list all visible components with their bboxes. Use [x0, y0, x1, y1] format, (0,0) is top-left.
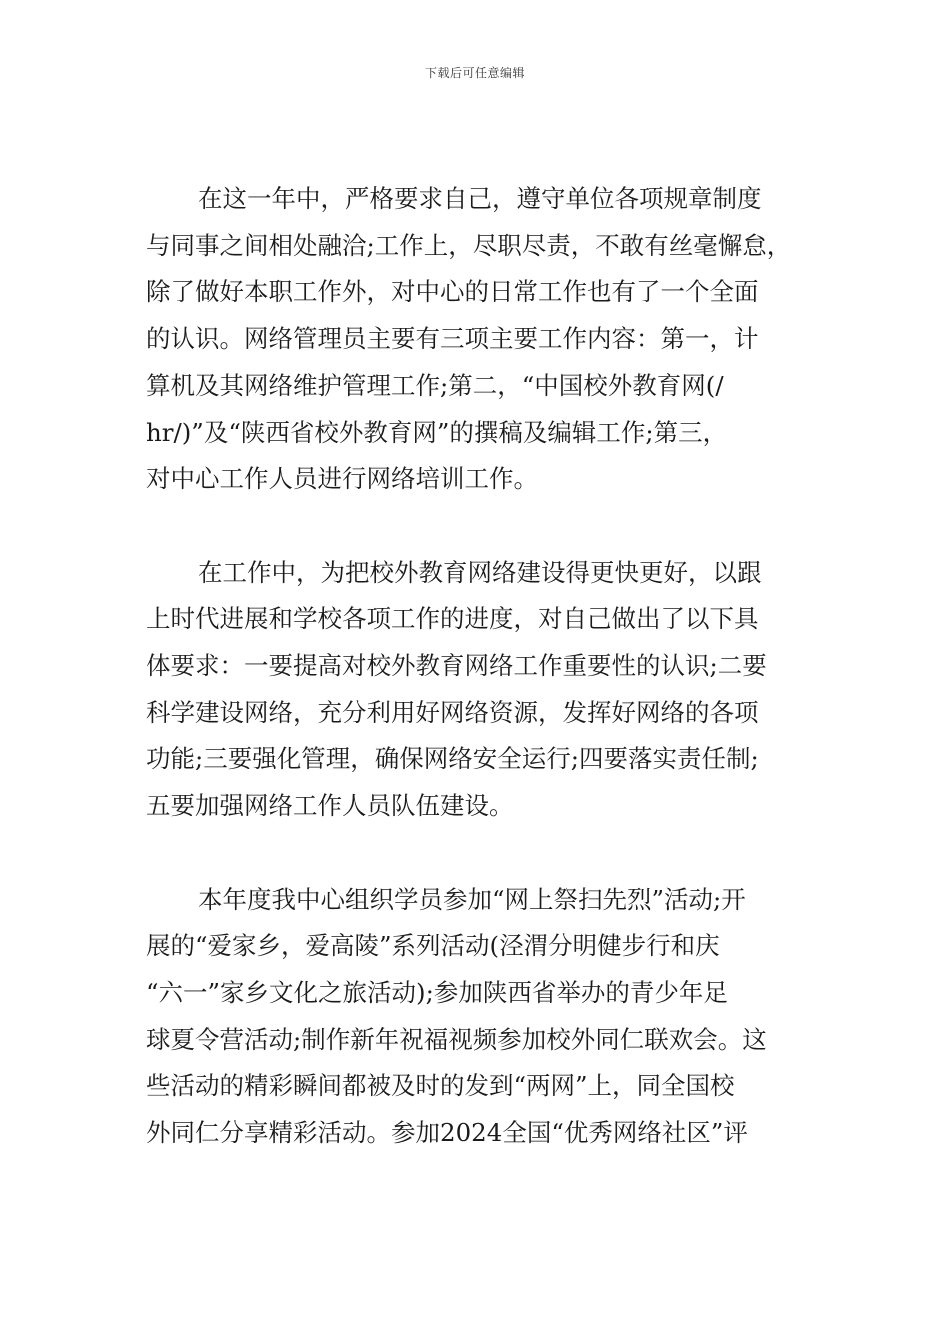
text-line: 展的“爱家乡，爱高陵”系列活动(泾渭分明健步行和庆	[146, 931, 720, 961]
text-line: 对中心工作人员进行网络培训工作。	[146, 464, 538, 494]
text-line: 功能;三要强化管理，确保网络安全运行;四要落实责任制;	[146, 744, 759, 774]
text-line: 些活动的精彩瞬间都被及时的发到“两网”上，同全国校	[146, 1071, 735, 1101]
text-line: 算机及其网络维护管理工作;第二，“中国校外教育网(/	[146, 370, 724, 400]
text-line: 球夏令营活动;制作新年祝福视频参加校外同仁联欢会。这	[146, 1024, 767, 1054]
paragraph-2	[146, 550, 828, 830]
text-line: 体要求：一要提高对校外教育网络工作重要性的认识;二要	[146, 651, 767, 681]
page-header: 下载后可任意编辑	[424, 66, 525, 80]
text-line: 本年度我中心组织学员参加“网上祭扫先烈”活动;开	[198, 884, 746, 914]
text-line: 外同仁分享精彩活动。参加2024全国“优秀网络社区”评	[146, 1118, 748, 1148]
text-line: “六一”家乡文化之旅活动);参加陕西省举办的青少年足	[146, 977, 728, 1007]
text-line: 的认识。网络管理员主要有三项主要工作内容：第一，计	[146, 324, 759, 354]
paragraph-3	[146, 877, 828, 1157]
text-line: 五要加强网络工作人员队伍建设。	[146, 791, 514, 821]
text-line: 除了做好本职工作外，对中心的日常工作也有了一个全面	[146, 277, 759, 307]
text-line: 与同事之间相处融洽;工作上，尽职尽责，不敢有丝毫懈怠，	[146, 230, 792, 260]
paragraph-1	[146, 176, 828, 503]
text-line: 在工作中，为把校外教育网络建设得更快更好，以跟	[198, 557, 762, 587]
text-line: 上时代进展和学校各项工作的进度，对自己做出了以下具	[146, 604, 759, 634]
text-line: 科学建设网络，充分利用好网络资源，发挥好网络的各项	[146, 697, 759, 727]
text-line: 在这一年中，严格要求自己，遵守单位各项规章制度	[198, 184, 762, 213]
document-body	[146, 176, 828, 1157]
text-line: hr/)”及“陕西省校外教育网”的撰稿及编辑工作;第三，	[146, 417, 728, 447]
